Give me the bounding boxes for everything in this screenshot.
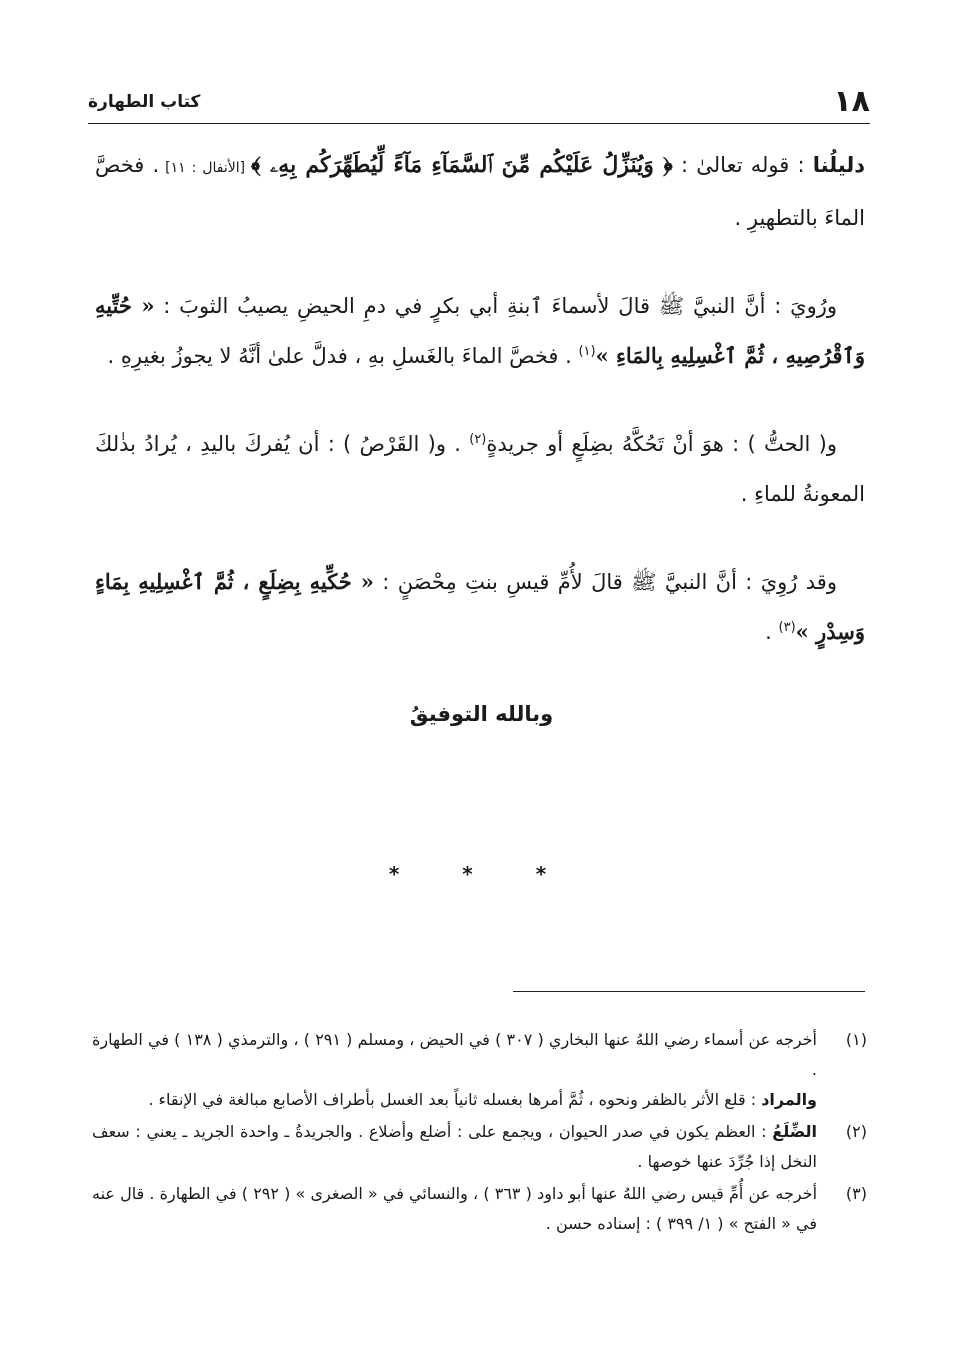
footnote-text: أخرجه عن أسماء رضي اللهُ عنها البخاري ( ٣٠٧ ) في الحيض ، ومسلم ( ٢٩١ ) ، والترمذي ( ١٣٨ ) في الطهارة .	[92, 1030, 818, 1079]
quran-verse: ﴿ وَيُنَزِّلُ عَلَيْكُم مِّنَ ٱلسَّمَآءِ مَآءً لِّيُطَهِّرَكُم بِهِۦ ﴾	[251, 152, 673, 178]
section-separator-stars: * * *	[388, 862, 575, 886]
hadith-quote: « حُكِّيهِ بِضِلَعٍ ، ثُمَّ ٱغْسِلِيهِ بِمَاءٍ وَسِدْرٍ »	[95, 569, 865, 644]
running-head: كتاب الطهارة	[88, 92, 201, 112]
p2-rest: . فخصَّ الماءَ بالغَسلِ بهِ ، فدلَّ علىٰ أنَّهُ لا يجوزُ بغيرِهِ .	[107, 344, 579, 368]
footnote-1	[92, 1025, 867, 1115]
footnote-line	[92, 1025, 817, 1085]
footnote-body	[92, 1025, 817, 1115]
header-rule	[88, 123, 870, 124]
footnote-marker: (١)	[578, 344, 596, 359]
paragraph-3	[95, 419, 865, 519]
footnote-text: : قلع الأثر بالظفر ونحوه ، ثُمَّ أمرها بغسله ثانياً بعد الغسل بأطراف الأصابع مبالغة في الإنقاء .	[148, 1090, 762, 1109]
footnote-body	[92, 1117, 817, 1177]
hadith-quote: « حُتِّيهِ وَٱقْرُصِيهِ ، ثُمَّ ٱغْسِلِيهِ بِالمَاءِ »	[95, 293, 865, 368]
footnote-number: (٣)	[845, 1184, 867, 1203]
footnote-line	[92, 1117, 817, 1177]
footnote-marker: (٣)	[778, 620, 796, 635]
p4-rest: .	[765, 620, 779, 644]
footnote-3	[92, 1179, 867, 1239]
footnote-rule	[513, 991, 865, 992]
paragraph-4	[95, 557, 865, 657]
p3-part1: و( الحتُّ ) : هوَ أنْ تَحُكَّهُ بضِلَعٍ أو جريدةٍ	[486, 432, 837, 456]
lead-word: دليلُنا	[812, 153, 865, 177]
paragraph-2	[95, 281, 865, 381]
footnotes	[92, 1025, 867, 1241]
footnote-number: (١)	[845, 1030, 867, 1049]
footnote-term: الضِّلَعُ	[772, 1122, 817, 1141]
footnote-marker: (٢)	[469, 432, 487, 447]
quran-reference: [الأنفال : ١١]	[159, 160, 252, 176]
p4-intro: وقد رُوِيَ : أنَّ النبيَّ ﷺ قالَ لأُمِّ قيسِ بنتِ مِحْصَنٍ :	[373, 570, 837, 594]
closing-phrase: وبالله التوفيقُ	[409, 702, 554, 726]
footnote-line	[92, 1085, 817, 1115]
paragraph-1	[95, 140, 865, 243]
page-header	[88, 82, 870, 122]
footnote-text: : العظم يكون في صدر الحيوان ، ويجمع على : أضلع وأضلاع . والجريدةُ ـ واحدة الجريد ـ يعني : سعف النخل إذا جُرِّدَ عنها خوصها .	[92, 1122, 817, 1171]
footnote-2	[92, 1117, 867, 1177]
main-text	[95, 140, 865, 695]
footnote-term: والمراد	[761, 1090, 817, 1109]
footnote-line	[92, 1179, 817, 1239]
p1-rest: . فخصَّ الماءَ بالتطهيرِ .	[95, 153, 865, 230]
p3-part2: . و( القَرْصُ ) : أن يُفركَ باليدِ ، يُرادُ بذٰلكَ المعونةُ للماءِ .	[95, 432, 865, 506]
page-number: ١٨	[833, 84, 870, 119]
p2-intro: ورُويَ : أنَّ النبيَّ ﷺ قالَ لأسماءَ ٱبنةِ أبي بكرٍ في دمِ الحيضِ يصيبُ الثوبَ :	[154, 294, 837, 318]
footnote-number: (٢)	[845, 1122, 867, 1141]
p1-intro: : قوله تعالىٰ :	[672, 153, 813, 177]
footnote-body	[92, 1179, 817, 1239]
footnote-text: أخرجه عن أُمِّ قيس رضي اللهُ عنها أبو داود ( ٣٦٣ ) ، والنسائي في « الصغرى » ( ٢٩٢ ) في الطهارة . قال عنه في « الفتح » ( ١/ ٣٩٩ ) : إسناده حسن .	[92, 1184, 818, 1233]
